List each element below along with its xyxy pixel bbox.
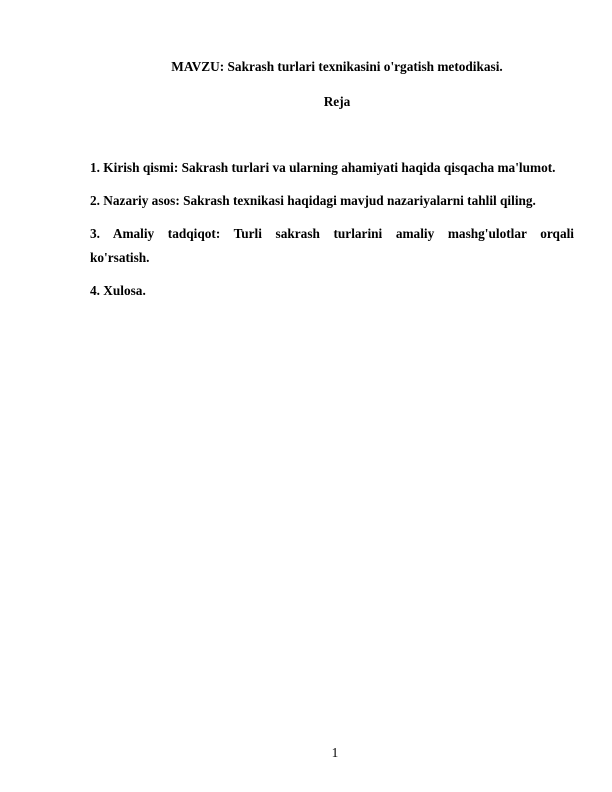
plan-item-3: 3. Amaliy tadqiqot: Turli sakrash turlarini amaliy mashg'ulotlar orqali ko'rsatish. (90, 226, 574, 265)
plan-item-1: 1. Kirish qismi: Sakrash turlari va ularning ahamiyati haqida qisqacha ma'lumot. (90, 160, 556, 175)
plan-item-4: 4. Xulosa. (90, 283, 146, 298)
page-number: 1 (331, 745, 339, 760)
document-title: MAVZU: Sakrash turlari texnikasini o'rgatish metodikasi. (171, 59, 503, 74)
plan-heading: Reja (323, 94, 351, 109)
plan-list (90, 156, 574, 312)
plan-item-2: 2. Nazariy asos: Sakrash texnikasi haqidagi mavjud nazariyalarni tahlil qiling. (90, 193, 536, 208)
